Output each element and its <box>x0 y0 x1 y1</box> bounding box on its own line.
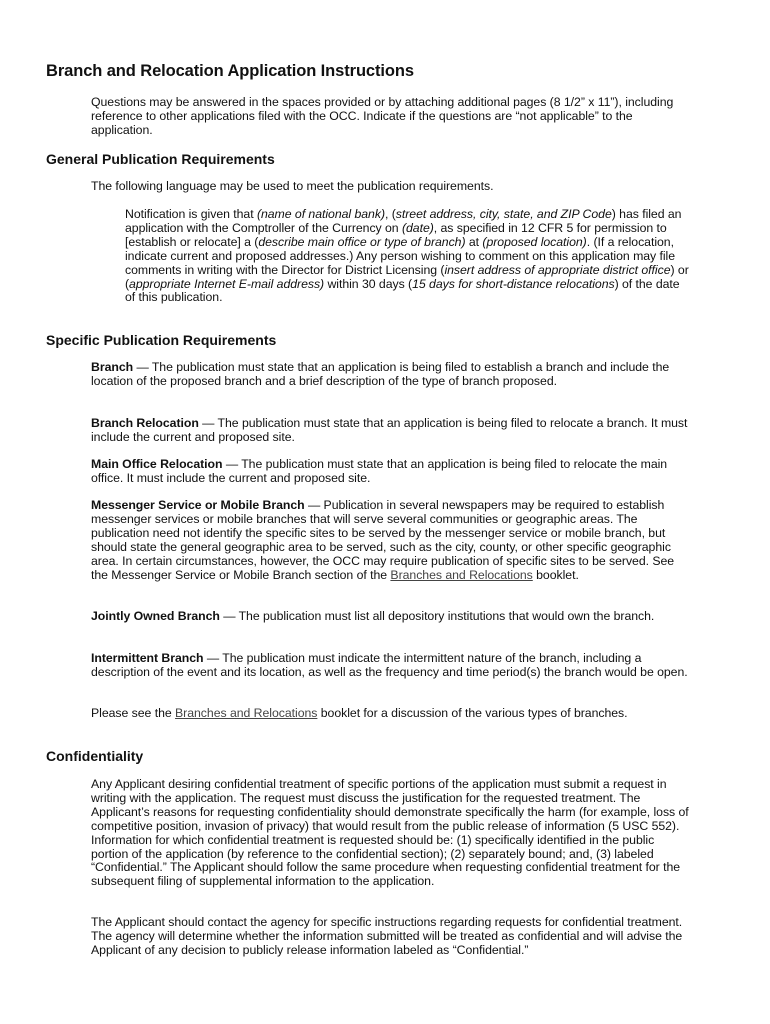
branches-relocations-link[interactable]: Branches and Relocations <box>390 567 533 582</box>
confidentiality-paragraph-2: The Applicant should contact the agency for specific instructions regarding requests for confidential treatment. The agency will determine whether the information submitted will be treated as confidential and will advise the Applicant of any decision to publicly release information labeled as “Confidential.” <box>91 915 683 957</box>
intro-paragraph: Questions may be answered in the spaces provided or by attaching additional pages (8 1/2” x 11”), including reference to other applications filed with the OCC. Indicate if the questions are “not applicable” to the application. <box>91 95 674 137</box>
confidentiality-heading: Confidentiality <box>46 748 144 764</box>
specific-heading: Specific Publication Requirements <box>46 332 277 348</box>
intermittent-branch-paragraph: Intermittent Branch — The publication must indicate the intermittent nature of the branch, including a description of the event and its location, as well as the frequency and time period(s) the branch would be open. <box>91 651 688 679</box>
main-office-relocation-paragraph: Main Office Relocation — The publication must state that an application is being filed to relocate the main office. It must include the current and proposed site. <box>91 457 668 485</box>
page-title: Branch and Relocation Application Instructions <box>46 62 414 80</box>
messenger-service-paragraph: Messenger Service or Mobile Branch — Publication in several newspapers may be required to establish messenger services or mobile branches that will serve several communities or geographic areas. The publication need not identify the specific sites to be served by the messenger service or mobile branch, but should state the general geographic area to be served, such as the city, county, or other specific geographic area. In certain circumstances, however, the OCC may require publication of specific sites to be served. See the Messenger Service or Mobile Branch section of the Branches and Relocations booklet. <box>91 498 675 582</box>
see-booklet-paragraph: Please see the Branches and Relocations booklet for a discussion of the various types of branches. <box>91 706 628 720</box>
general-heading: General Publication Requirements <box>46 151 275 167</box>
jointly-owned-branch-paragraph: Jointly Owned Branch — The publication must list all depository institutions that would own the branch. <box>91 609 655 623</box>
notice-paragraph: Notification is given that (name of national bank), (street address, city, state, and ZIP Code) has filed an application with the Comptroller of the Currency on (date), as specified in 12 CFR 5 for permission to [establish or relocate] a (describe main office or type of branch) at (proposed location). (If a relocation, indicate current and proposed addresses.) Any person wishing to comment on this application may file comments in writing with the Director for District Licensing (insert address of appropriate district office) or (appropriate Internet E-mail address) within 30 days (15 days for short-distance relocations) of the date of this publication. <box>125 207 689 305</box>
general-lead: The following language may be used to meet the publication requirements. <box>91 179 494 193</box>
confidentiality-paragraph-1: Any Applicant desiring confidential treatment of specific portions of the application must submit a request in writing with the application. The request must discuss the justification for the requested treatment. The Applicant’s reasons for requesting confidentiality should demonstrate specifically the harm (for example, loss of competitive position, invasion of privacy) that would result from the public release of information (5 USC 552). Information for which confidential treatment is requested should be: (1) specifically identified in the public portion of the application (by reference to the confidential section); (2) separately bound; and, (3) labeled “Confidential.” The Applicant should follow the same procedure when requesting confidential treatment for the subsequent filing of supplemental information to the application. <box>91 777 689 889</box>
branch-paragraph: Branch — The publication must state that an application is being filed to establish a branch and include the location of the proposed branch and a brief description of the type of branch proposed. <box>91 360 670 388</box>
branch-relocation-paragraph: Branch Relocation — The publication must state that an application is being filed to relocate a branch. It must include the current and proposed site. <box>91 416 688 444</box>
branches-relocations-link-2[interactable]: Branches and Relocations <box>175 706 318 720</box>
